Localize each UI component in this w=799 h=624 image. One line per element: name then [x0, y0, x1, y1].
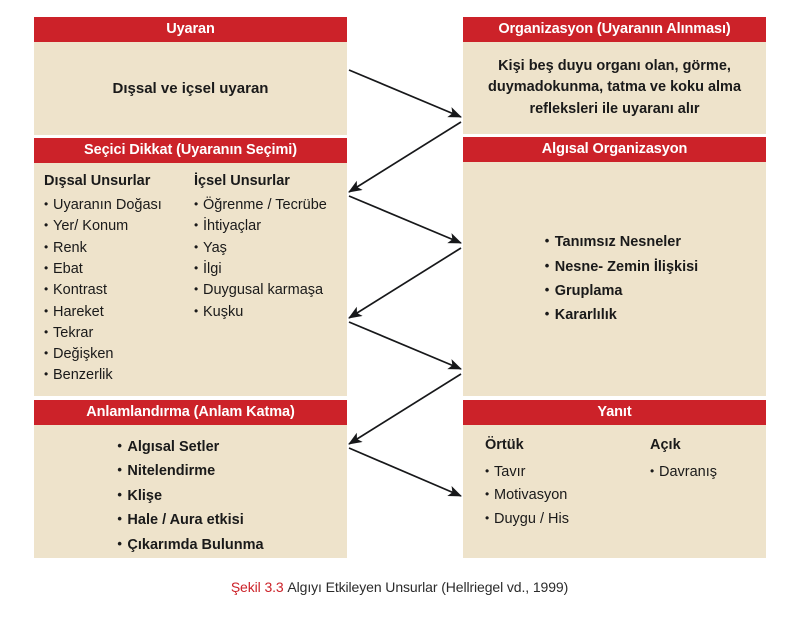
box-secici-dikkat-header: Seçici Dikkat (Uyaranın Seçimi)	[34, 138, 347, 163]
list-item: • Hale / Aura etkisi	[117, 508, 263, 532]
list-ortuk	[485, 461, 650, 531]
box-uyaran-header: Uyaran	[34, 17, 347, 42]
list-item: • Öğrenme / Tecrübe	[194, 195, 344, 216]
list-item: • Uyaranın Doğası	[44, 195, 194, 216]
column-title-icsel-unsurlar: İçsel Unsurlar	[194, 173, 290, 189]
list-anlamlandirma	[117, 435, 263, 557]
list-item: • Gruplama	[545, 279, 698, 303]
list-item: • Benzerlik	[44, 365, 194, 386]
list-algisal-organizasyon	[545, 230, 698, 328]
box-algisal-organizasyon-body	[463, 162, 766, 396]
figure-caption	[0, 579, 799, 595]
arrow-uyaran-to-organizasyon	[349, 70, 461, 117]
list-item: • Algısal Setler	[117, 435, 263, 459]
yanit-column-acik	[650, 438, 770, 558]
list-item: • Renk	[44, 238, 194, 259]
box-algisal-organizasyon-header: Algısal Organizasyon	[463, 137, 766, 162]
list-item: • Değişken	[44, 344, 194, 365]
column-title-ortuk: Örtük	[485, 437, 524, 453]
arrow-algisal-to-secici-lower	[349, 248, 461, 318]
box-organizasyon-body: Kişi beş duyu organı olan, görme, duymadokunma, tatma ve koku alma refleksleri ile uyaranı alır	[487, 58, 742, 117]
box-secici-dikkat-body	[34, 163, 347, 396]
arrow-secici-to-algisal	[349, 196, 461, 243]
list-item: • Davranış	[650, 461, 770, 484]
arrow-organizasyon-to-secici	[349, 122, 461, 192]
box-organizasyon-header: Organizasyon (Uyaranın Alınması)	[463, 17, 766, 42]
list-item: • Yer/ Konum	[44, 216, 194, 237]
list-item: • Tavır	[485, 461, 650, 484]
list-item: • Kararlılık	[545, 303, 698, 327]
box-anlamlandirma-body	[34, 425, 347, 558]
box-organizasyon	[463, 17, 766, 134]
list-item: • İlgi	[194, 259, 344, 280]
list-item: • Kuşku	[194, 302, 344, 323]
box-uyaran	[34, 17, 347, 135]
list-item: • Tanımsız Nesneler	[545, 230, 698, 254]
figure-label: Şekil 3.3	[230, 579, 284, 595]
box-algisal-organizasyon	[463, 137, 766, 396]
secici-dikkat-column-icsel	[194, 174, 344, 396]
arrow-anlam-to-yanit	[349, 448, 461, 496]
list-item: • Duygusal karmaşa	[194, 280, 344, 301]
list-item: • İhtiyaçlar	[194, 216, 344, 237]
yanit-column-ortuk	[485, 438, 650, 558]
box-secici-dikkat	[34, 138, 347, 396]
box-anlamlandirma-header: Anlamlandırma (Anlam Katma)	[34, 400, 347, 425]
list-item: • Duygu / His	[485, 508, 650, 531]
box-yanit-body	[463, 425, 766, 558]
list-item: • Tekrar	[44, 323, 194, 344]
list-dissal-unsurlar	[44, 195, 194, 387]
column-title-dissal-unsurlar: Dışsal Unsurlar	[44, 173, 151, 189]
arrow-secici-lower-to-algisal-low	[349, 322, 461, 369]
list-item: • Motivasyon	[485, 484, 650, 507]
column-title-acik: Açık	[650, 437, 681, 453]
list-acik	[650, 461, 770, 484]
list-item: • Klişe	[117, 484, 263, 508]
figure-caption-text: Algıyı Etkileyen Unsurlar (Hellriegel vd., 1999)	[287, 579, 569, 595]
list-item: • Çıkarımda Bulunma	[117, 533, 263, 557]
list-item: • Kontrast	[44, 280, 194, 301]
box-yanit	[463, 400, 766, 558]
arrow-algisal-low-to-anlam	[349, 374, 461, 444]
box-uyaran-body: Dışsal ve içsel uyaran	[112, 80, 269, 97]
list-item: • Nitelendirme	[117, 459, 263, 483]
list-icsel-unsurlar	[194, 195, 344, 323]
list-item: • Yaş	[194, 238, 344, 259]
box-anlamlandirma	[34, 400, 347, 558]
list-item: • Nesne- Zemin İlişkisi	[545, 255, 698, 279]
box-yanit-header: Yanıt	[463, 400, 766, 425]
list-item: • Hareket	[44, 302, 194, 323]
secici-dikkat-column-dissal	[44, 174, 194, 396]
list-item: • Ebat	[44, 259, 194, 280]
